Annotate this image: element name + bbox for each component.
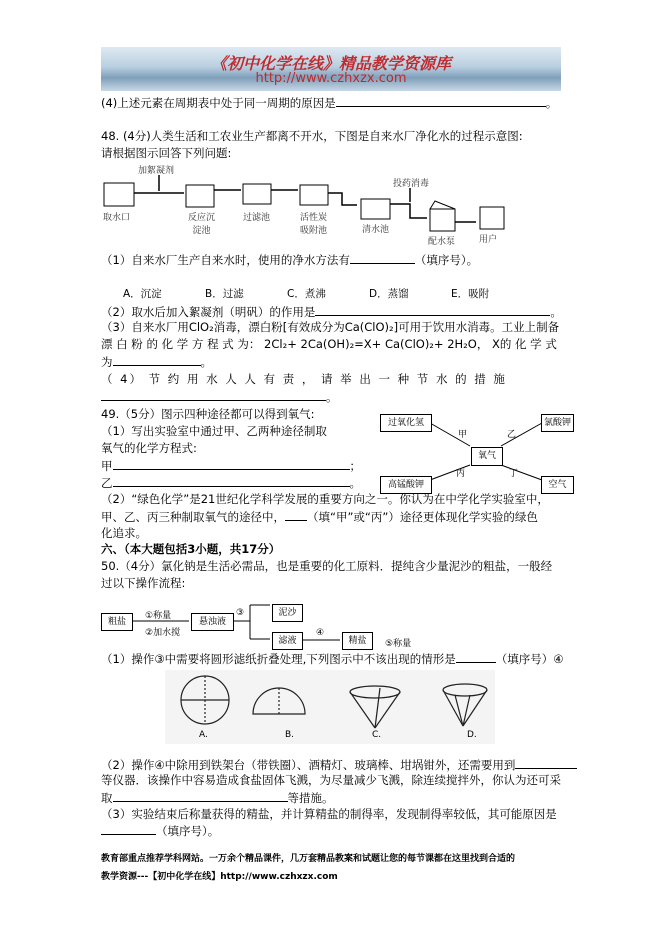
label-disinfect: 投药消毒	[393, 179, 430, 189]
box-crude-salt: 粗盐	[101, 613, 133, 631]
q49-heading: 49.（5分）图示四种途径都可以得到氧气:	[101, 407, 315, 421]
text: （填序号）④	[495, 652, 564, 666]
q48-sub: 请根据图示回答下列问题:	[101, 146, 232, 160]
q49-1b: 氧气的化学方程式:	[101, 441, 197, 455]
q50-3: （3）实验结束后称量获得的精盐，并计算精盐的制得率，发现制得率较低，其可能原因是	[101, 807, 557, 821]
fig-a-label: A.	[199, 730, 208, 740]
text: 淀池	[192, 226, 211, 236]
label-filter: 过滤池	[243, 213, 271, 223]
text: 吸附池	[300, 226, 328, 236]
text: 等措施。	[287, 791, 334, 805]
text: 。	[545, 96, 558, 110]
box-kmno4: 高锰酸钾	[380, 476, 432, 494]
text: 。	[349, 476, 361, 490]
q50-1	[101, 650, 564, 667]
q50-3-blank	[101, 822, 219, 839]
label-user: 用户	[479, 235, 498, 245]
step3: ③	[236, 608, 245, 618]
answer-blank[interactable]	[456, 650, 496, 663]
step4: ④	[316, 628, 325, 638]
text: 甲、乙、丙三种制取氧气的途径中，	[101, 510, 285, 524]
label-ding: 丁	[509, 469, 519, 479]
option-c: C．煮沸	[287, 288, 326, 300]
step2: ②加水搅	[145, 628, 181, 638]
text: （填序号）。	[414, 253, 479, 267]
label-intake: 取水口	[103, 213, 131, 223]
q50-heading: 50.（4分）氯化钠是生活必需品，也是重要的化工原料．提纯含少量泥沙的粗盐，一般经	[101, 559, 553, 573]
fig-b-label: B.	[285, 730, 295, 740]
footer-line1: 教育部重点推荐学科网站。一万余个精品课件，几万套精品教案和试题让您的每节课都在这里找到合适的	[101, 854, 516, 864]
fig-d-label: D.	[467, 730, 477, 740]
option-d: D．蒸馏	[369, 288, 409, 300]
q50-2b: 等仪器．该操作中容易造成食盐固体飞溅，为尽量减少飞溅，除连续搅拌外，你认为还可采	[101, 773, 561, 787]
section-six-heading: 六、（本大题包括3小题，共17分）	[101, 542, 281, 556]
q50-2a	[101, 756, 577, 773]
text: （填“甲”或“丙”）途径更体现化学实验的绿色	[307, 510, 538, 524]
text: 取	[101, 791, 113, 805]
label-clear: 清水池	[362, 225, 390, 235]
footer-line2[interactable]: 教学资源---【初中化学在线】http://www.czhxzx.com	[101, 872, 338, 882]
label-yi: 乙	[507, 430, 517, 440]
q50-heading2: 过以下操作流程:	[101, 576, 186, 590]
banner-title: 《初中化学在线》精品教学资源库	[210, 54, 451, 73]
label-jia: 甲	[458, 430, 468, 440]
fig-c-label: C.	[372, 730, 382, 740]
answer-blank[interactable]	[113, 789, 288, 802]
text: （1）自来水厂生产自来水时，使用的净水方法有	[101, 253, 350, 267]
box-mud: 泥沙	[272, 604, 303, 622]
text: 反应沉	[188, 213, 216, 223]
q49-2a: （2）“绿色化学”是21世纪化学科学发展的重要方向之一。你认为在中学化学实验室中，	[101, 492, 549, 506]
q48-3b: 漂 白 粉 的 化 学 方 程 式 为： 2Cl₂+ 2Ca(OH)₂=X+ Ca(ClO)₂+ 2H₂O， X的 化 学 式	[101, 337, 557, 351]
q48-3a: （3）自来水厂用ClO₂消毒，漂白粉[有效成分为Ca(ClO)₂]可用于饮用水消毒。工业上制备	[101, 320, 560, 334]
label-bing: 丙	[456, 469, 466, 479]
text: （1）操作③中需要将圆形滤纸折叠处理,下列图示中不该出现的情形是	[101, 652, 456, 666]
label-pump: 配水泵	[428, 237, 456, 247]
text: （2）取水后加入絮凝剂（明矾）的作用是	[101, 305, 316, 319]
text: （2）操作④中除用到铁架台（带铁圈）、酒精灯、玻璃棒、坩埚钳外，还需要用到	[101, 758, 516, 772]
banner-url[interactable]: http://www.czhxzx.com	[255, 71, 407, 86]
text: ；	[349, 459, 361, 473]
text: 活性炭	[300, 213, 328, 223]
text: (4)上述元素在周期表中处于同一周期的原因是	[101, 96, 336, 110]
box-h2o2: 过氧化氢	[380, 414, 432, 432]
filter-paper-drawings	[165, 670, 495, 744]
option-a: A．沉淀	[123, 288, 162, 300]
step1: ①称量	[145, 611, 172, 621]
box-air: 空气	[541, 476, 574, 494]
box-kclo3: 氯酸钾	[541, 414, 574, 432]
answer-blank[interactable]	[101, 822, 156, 835]
q48-4: （ 4） 节 约 用 水 人 人 有 责 ， 请 举 出 一 种 节 水 的 措 施	[101, 372, 507, 386]
answer-blank[interactable]	[515, 756, 577, 769]
q49-2c: 化追求。	[101, 526, 147, 540]
option-b: B．过滤	[205, 288, 244, 300]
text: （填序号）。	[156, 824, 220, 838]
step5: ⑤称量	[385, 639, 412, 649]
box-filtrate: 滤液	[272, 632, 303, 650]
box-o2: 氧气	[471, 447, 503, 466]
text: 。	[550, 305, 562, 319]
option-e: E．吸附	[451, 288, 490, 300]
q48-heading: 48. (4分)人类生活和工农业生产都离不开水，下图是自来水厂净化水的过程示意图:	[101, 129, 523, 143]
box-suspension: 悬浊液	[191, 613, 234, 631]
text: 乙	[101, 476, 113, 490]
text: 为	[101, 355, 113, 369]
q50-2c	[101, 789, 334, 806]
filter-paper-figures	[165, 670, 495, 744]
text: 。	[326, 390, 338, 404]
text: 。	[200, 355, 212, 369]
label-coagulant: 加絮凝剂	[138, 166, 175, 176]
box-fine-salt: 精盐	[342, 632, 373, 650]
q49-1a: （1）写出实验室中通过甲、乙两种途径制取	[101, 424, 327, 438]
text: 甲	[101, 459, 113, 473]
